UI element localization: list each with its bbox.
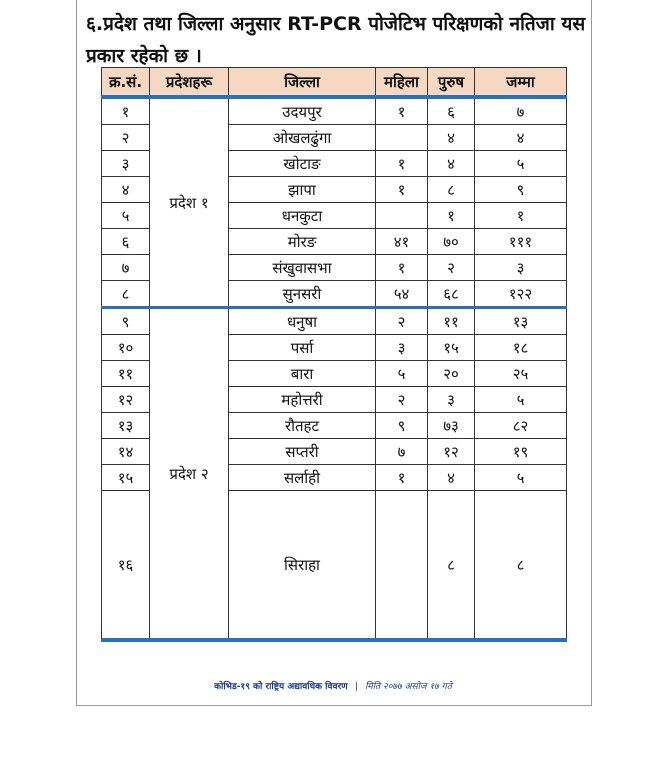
cell-female: ३	[376, 335, 428, 361]
cell-district: संखुवासभा	[229, 255, 376, 281]
header-male: पुरुष	[428, 68, 475, 98]
cell-female: २	[376, 387, 428, 413]
cell-serial: ६	[102, 229, 150, 255]
cell-district: मोरङ	[229, 229, 376, 255]
cell-male: ३	[428, 387, 475, 413]
table-row	[102, 97, 567, 125]
cell-male: ४	[428, 125, 475, 151]
cell-female: १	[376, 465, 428, 491]
cell-province: प्रदेश १	[150, 97, 229, 308]
cell-total: ९	[475, 177, 567, 203]
cell-district: धनकुटा	[229, 203, 376, 229]
cell-serial: ११	[102, 361, 150, 387]
cell-male: ७०	[428, 229, 475, 255]
cell-serial: १३	[102, 413, 150, 439]
table-body	[102, 97, 567, 640]
cell-district: सुनसरी	[229, 281, 376, 308]
header-serial: क्र.सं.	[102, 68, 150, 98]
cell-male: ६	[428, 97, 475, 125]
cell-district: ओखलढुंगा	[229, 125, 376, 151]
cell-female: ४१	[376, 229, 428, 255]
cell-total: ३	[475, 255, 567, 281]
cell-female: १	[376, 151, 428, 177]
cell-serial: १२	[102, 387, 150, 413]
cell-total: ५	[475, 151, 567, 177]
footer-date: मिति २०७७ असोज १७ गते	[365, 682, 452, 692]
cell-total: ८	[475, 491, 567, 641]
header-total: जम्मा	[475, 68, 567, 98]
cell-female: २	[376, 308, 428, 335]
cell-district: सर्लाही	[229, 465, 376, 491]
header-district: जिल्ला	[229, 68, 376, 98]
cell-female	[376, 491, 428, 641]
section-heading	[86, 8, 586, 72]
heading-line-1: ६.प्रदेश तथा जिल्ला अनुसार RT-PCR पोजेटिभ परिक्षणको नतिजा यस	[86, 13, 586, 35]
cell-total: १	[475, 203, 567, 229]
cell-total: १९	[475, 439, 567, 465]
cell-serial: ४	[102, 177, 150, 203]
cell-female: ५	[376, 361, 428, 387]
cell-total: ५	[475, 465, 567, 491]
cell-total: ४	[475, 125, 567, 151]
cell-total: ७	[475, 97, 567, 125]
cell-district: महोत्तरी	[229, 387, 376, 413]
cell-serial: ३	[102, 151, 150, 177]
cell-male: ४	[428, 465, 475, 491]
cell-serial: २	[102, 125, 150, 151]
cell-male: ४	[428, 151, 475, 177]
cell-male: २०	[428, 361, 475, 387]
cell-male: ८	[428, 491, 475, 641]
cell-male: १२	[428, 439, 475, 465]
cell-total: १३	[475, 308, 567, 335]
header-province: प्रदेशहरू	[150, 68, 229, 98]
cell-district: रौतहट	[229, 413, 376, 439]
cell-male: ११	[428, 308, 475, 335]
cell-district: सप्तरी	[229, 439, 376, 465]
cell-serial: ७	[102, 255, 150, 281]
table-header-row	[102, 68, 567, 98]
cell-male: ७३	[428, 413, 475, 439]
cell-female: ९	[376, 413, 428, 439]
footer-separator: |	[354, 682, 358, 692]
cell-male: १५	[428, 335, 475, 361]
cell-male: ६८	[428, 281, 475, 308]
cell-total: २५	[475, 361, 567, 387]
cell-serial: १४	[102, 439, 150, 465]
cell-serial: १०	[102, 335, 150, 361]
cell-district: उदयपुर	[229, 97, 376, 125]
cell-district: धनुषा	[229, 308, 376, 335]
cell-total: १८	[475, 335, 567, 361]
cell-female: १	[376, 97, 428, 125]
cell-female	[376, 203, 428, 229]
cell-male: ८	[428, 177, 475, 203]
cell-district: बारा	[229, 361, 376, 387]
cell-serial: ५	[102, 203, 150, 229]
cell-total: १२२	[475, 281, 567, 308]
cell-district: पर्सा	[229, 335, 376, 361]
cell-male: १	[428, 203, 475, 229]
heading-line-2: प्रकार रहेको छ ।	[86, 45, 202, 67]
cell-serial: १५	[102, 465, 150, 491]
cell-total: ५	[475, 387, 567, 413]
cell-district: खोटाङ	[229, 151, 376, 177]
table-row	[102, 308, 567, 335]
rt-pcr-results-table	[101, 67, 567, 642]
footer-title: कोभिड-१९ को राष्ट्रिय अद्यावधिक विवरण	[214, 682, 348, 692]
cell-district: झापा	[229, 177, 376, 203]
cell-serial: ९	[102, 308, 150, 335]
cell-serial: ८	[102, 281, 150, 308]
cell-female: १	[376, 177, 428, 203]
cell-serial: १६	[102, 491, 150, 641]
header-female: महिला	[376, 68, 428, 98]
cell-province: प्रदेश २	[150, 308, 229, 641]
cell-male: २	[428, 255, 475, 281]
cell-female: १	[376, 255, 428, 281]
cell-female: ५४	[376, 281, 428, 308]
cell-total: ८२	[475, 413, 567, 439]
cell-female: ७	[376, 439, 428, 465]
page-footer	[76, 679, 590, 692]
cell-district: सिराहा	[229, 491, 376, 641]
cell-serial: १	[102, 97, 150, 125]
cell-total: १११	[475, 229, 567, 255]
cell-female	[376, 125, 428, 151]
